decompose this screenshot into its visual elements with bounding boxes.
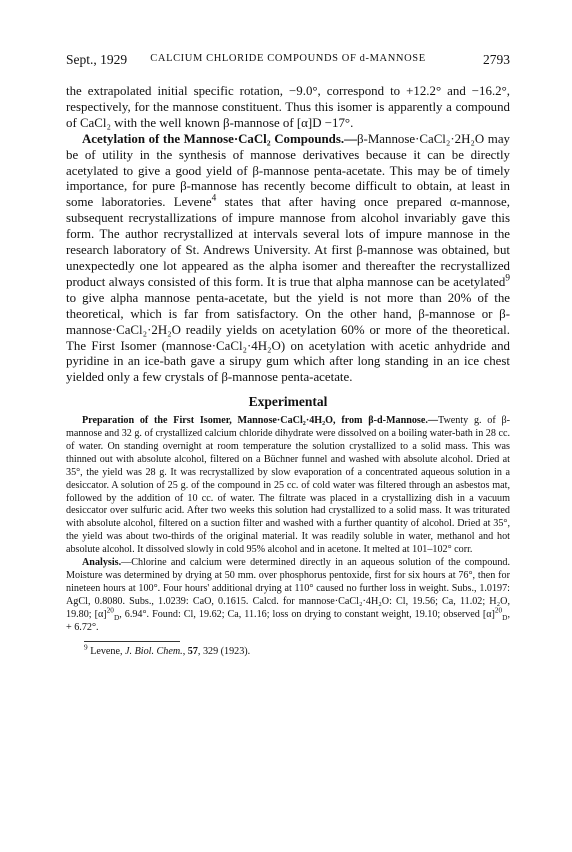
text-line: [α]D −17°. <box>296 115 354 130</box>
section-heading-experimental: Experimental <box>248 394 328 410</box>
paragraph-text: β-Mannose·CaCl₂·2H₂O may be of utility in the synthesis of mannose derivatives because it can be directly acetylated to give a good yield of β-mannose penta-acetate. This may be of timely importance, for pure β-mannose has recently become difficult to obtain, at least in some laboratories. Levene <box>66 131 510 210</box>
paragraph-text: —Chlorine and calcium were determined directly in an aqueous solution of the compound. Moisture was determined by drying at 50 mm. over phosphorus pentoxide, first for six hours at 76°, then for nineteen hours at 100°. Four hours' additional drying at 110° caused no further loss in weight. Subs., 1.0197: AgCl, 0.8080. Subs., 1.0239: CaO, 0.1615. Calcd. for mannose·CaCl₂·4H₂O: Cl, 19.56; Ca, 11.02; H₂O, 19.80; [α] <box>66 557 510 620</box>
paragraph-analysis <box>66 557 510 634</box>
article-body <box>66 84 510 658</box>
paragraph-text: to give alpha mannose penta-acetate, but the yield is not more than 20% of the theoretical, which is far from satisfactory. On the other hand, β-mannose or β-mannose·CaCl₂·2H₂O readily yields on acetylation 60% or more of the theoretical. The First Isomer (mannose·CaCl₂·4H₂O) on acetylation with acetic anhydride and pyridine in an ice-bath gave a sirupy gum which after long standing in an ice chest yielded only a few crystals of β-mannose penta-acetate. <box>66 290 510 385</box>
paragraph-preparation <box>66 415 510 557</box>
rotation-temperature: 20 <box>494 605 503 615</box>
footnote-reference: 4 <box>211 194 217 205</box>
footnote-citation: , 329 (1923). <box>197 645 251 657</box>
header-date: Sept., 1929 <box>66 52 128 67</box>
rotation-line: D <box>502 612 508 622</box>
header-running-title: CALCIUM CHLORIDE COMPOUNDS OF d-MANNOSE <box>150 53 426 64</box>
footnote-journal: J. Biol. Chem. <box>125 645 183 657</box>
footnote-volume: 57 <box>187 645 198 657</box>
paragraph-rotation-continued <box>66 84 510 132</box>
page-number: 2793 <box>483 52 510 67</box>
paragraph-text: Twenty g. of β-mannose and 32 g. of crystallized calcium chloride dihydrate were dissolved on a boiling water-bath in 28 cc. of water. On standing overnight at room temperature the solution crystallized to a solid mass. This was thinned out with absolute alcohol, filtered on a Büchner funnel and washed with absolute alcohol. Dried at 35°, the yield was 28 g. It was recrystallized by slow evaporation of a concentrated aqueous solution in a desiccator. A solution of 25 g. of the compound in 25 cc. of cold water was filtered through an asbestos mat, followed by the addition of 10 cc. of water. The filtrate was placed in a crystallizing dish in a vacuum desiccator over sulfuric acid. After two weeks this solution had crystallized to a solid mass. It was triturated with absolute alcohol, filtered on a suction filter and washed with a further quantity of alcohol. Dried at 35°, the yield was about two-thirds of the original material. It was readily soluble in water, methanol and hot absolute alcohol. It dissolved slowly in cold 95% alcohol and in acetone. It melted at 101–102° corr. <box>66 415 510 556</box>
paragraph-heading: Analysis. <box>82 557 122 569</box>
text-line: and −16.2°, respectively, for the mannose constituent. Thus this isomer <box>66 84 510 114</box>
text-line: the extrapolated initial specific rotation, −9.0°, correspond to +12.2° <box>66 84 442 98</box>
paragraph-text: states that after having once prepared α-mannose, subsequent recrystallizations of impure mannose from alcohol invariably gave this form. The author recrystallized at intervals several lots of impure mannose in the research laboratory of St. Andrews University. At first β-mannose was obtained, but unexpectedly one lot appeared as the alpha isomer and thereafter the recrystallized product always consisted of this form. It is true that alpha mannose can be acetylated <box>66 195 511 289</box>
footnote-reference: 9 <box>505 273 510 284</box>
paragraph-text: , + 6.72°. <box>66 608 510 633</box>
paragraph-text: , 6.94°. Found: Cl, 19.62; Ca, 11.16; loss on drying to constant weight, 19.10; observed [α] <box>119 608 495 620</box>
footnote-author: Levene, <box>87 645 126 657</box>
text-line: is apparently a compound of CaCl₂ with the well known β-mannose of <box>66 99 510 130</box>
rotation-line: D <box>113 612 120 622</box>
footnote: $^9$ Levene, J. Biol. Chem., 57, 329 (1923). <box>84 642 251 657</box>
paragraph-heading: Preparation of the First Isomer, Mannose·CaCl₂·4H₂O, from β-d-Mannose.— <box>82 415 438 427</box>
rotation-temperature: 20 <box>106 605 114 615</box>
footnote-divider <box>84 641 180 642</box>
running-header <box>66 52 510 68</box>
footnote-marker: 9 <box>84 642 88 652</box>
paragraph-acetylation <box>66 132 510 387</box>
paragraph-heading: Acetylation of the Mannose·CaCl₂ Compounds.— <box>82 131 357 146</box>
